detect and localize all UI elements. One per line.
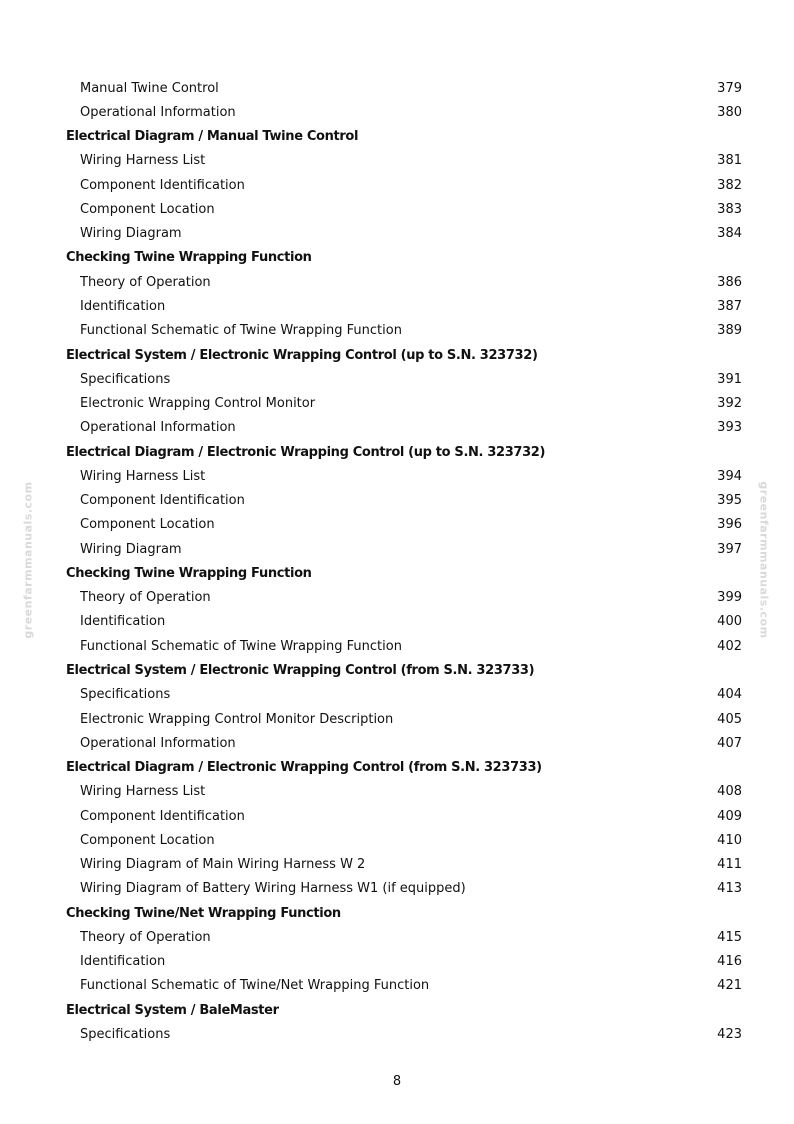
toc-heading-label: Checking Twine Wrapping Function [66,250,312,266]
toc-section-heading [66,125,742,149]
toc-entry[interactable] [66,828,742,852]
toc-entry-label: Specifications [80,687,171,703]
toc-entry[interactable] [66,974,742,998]
toc-entry[interactable] [66,950,742,974]
page-number: 8 [392,1074,402,1089]
toc-entry-label: Theory of Operation [80,929,211,945]
toc-page-number: 408 [717,784,742,800]
toc-page-number: 391 [717,371,742,387]
toc-heading-label: Electrical Diagram / Electronic Wrapping Control (from S.N. 323733) [66,760,542,776]
watermark-left: greenfarmmanuals.com [21,481,35,639]
toc-entry[interactable] [66,804,742,828]
toc-entry[interactable] [66,489,742,513]
toc-entry-label: Component Identification [80,177,245,193]
toc-entry-label: Specifications [80,1026,171,1042]
toc-entry-label: Electronic Wrapping Control Monitor [80,396,316,412]
toc-section-heading [66,561,742,585]
toc-entry-label: Theory of Operation [80,274,211,290]
toc-page-number: 379 [717,80,742,96]
toc-heading-label: Checking Twine/Net Wrapping Function [66,905,341,921]
toc-entry-label: Functional Schematic of Twine Wrapping Function [80,638,402,654]
toc-page-number: 399 [717,590,742,606]
toc-entry-label: Wiring Harness List [80,784,206,800]
toc-heading-label: Electrical System / BaleMaster [66,1002,279,1018]
toc-section-heading [66,998,742,1022]
toc-entry-label: Wiring Harness List [80,153,206,169]
toc-entry-label: Operational Information [80,735,236,751]
toc-entry[interactable] [66,925,742,949]
toc-entry[interactable] [66,173,742,197]
toc-section-heading [66,901,742,925]
toc-entry[interactable] [66,610,742,634]
toc-heading-label: Electrical System / Electronic Wrapping Control (up to S.N. 323732) [66,347,538,363]
toc-entry-label: Operational Information [80,104,236,120]
toc-page-number: 421 [717,978,742,994]
toc-page-number: 395 [717,493,742,509]
watermark-right: greenfarmmanuals.com [757,481,771,639]
toc-page-number: 393 [717,420,742,436]
toc-entry[interactable] [66,76,742,100]
toc-page-number: 411 [717,857,742,873]
toc-page-number: 389 [717,323,742,339]
toc-section-heading [66,755,742,779]
toc-page-number: 394 [717,468,742,484]
toc-page-number: 392 [717,396,742,412]
toc-entry-label: Identification [80,954,166,970]
toc-entry-label: Wiring Diagram of Main Wiring Harness W 2 [80,857,366,873]
toc-page-number: 396 [717,517,742,533]
toc-page-number: 407 [717,735,742,751]
toc-entry[interactable] [66,877,742,901]
toc-entry-label: Component Location [80,201,215,217]
toc-page-number: 415 [717,929,742,945]
toc-entry[interactable] [66,731,742,755]
toc-entry[interactable] [66,197,742,221]
toc-entry-label: Operational Information [80,420,236,436]
toc-entry-label: Identification [80,614,166,630]
toc-page-number: 381 [717,153,742,169]
toc-heading-label: Electrical Diagram / Electronic Wrapping Control (up to S.N. 323732) [66,444,546,460]
toc-entry-label: Manual Twine Control [80,80,219,96]
toc-entry-label: Functional Schematic of Twine Wrapping Function [80,323,402,339]
toc-section-heading [66,658,742,682]
toc-heading-label: Electrical Diagram / Manual Twine Control [66,129,359,145]
toc-entry[interactable] [66,464,742,488]
toc-entry-label: Wiring Harness List [80,468,206,484]
toc-entry[interactable] [66,1022,742,1046]
toc-entry-label: Identification [80,299,166,315]
toc-page-number: 386 [717,274,742,290]
toc-section-heading [66,246,742,270]
toc-entry-label: Specifications [80,371,171,387]
toc-entry[interactable] [66,853,742,877]
toc-entry[interactable] [66,586,742,610]
toc-entry[interactable] [66,683,742,707]
toc-entry[interactable] [66,391,742,415]
toc-entry[interactable] [66,294,742,318]
toc-entry[interactable] [66,319,742,343]
toc-entry-label: Component Identification [80,808,245,824]
toc-entry[interactable] [66,416,742,440]
toc-entry[interactable] [66,707,742,731]
toc-section-heading [66,440,742,464]
toc-entry[interactable] [66,100,742,124]
toc-entry[interactable] [66,149,742,173]
toc-page-number: 384 [717,226,742,242]
toc-entry[interactable] [66,537,742,561]
toc-entry-label: Component Location [80,832,215,848]
toc-page-number: 402 [717,638,742,654]
toc-page-number: 380 [717,104,742,120]
toc-heading-label: Electrical System / Electronic Wrapping Control (from S.N. 323733) [66,663,535,678]
toc-page-number: 383 [717,201,742,217]
toc-entry-label: Wiring Diagram [80,226,182,242]
toc-entry[interactable] [66,367,742,391]
toc-entry[interactable] [66,270,742,294]
toc-heading-label: Checking Twine Wrapping Function [66,565,312,581]
toc-entry-label: Component Identification [80,493,245,509]
toc-page-number: 413 [717,881,742,897]
toc-page-number: 382 [717,177,742,193]
toc-page-number: 387 [717,299,742,315]
toc-page-number: 404 [717,687,742,703]
toc-entry-label: Theory of Operation [80,590,211,606]
toc-section-heading [66,343,742,367]
toc-entry[interactable] [66,634,742,658]
toc-page-number: 405 [717,711,742,727]
toc-page-number: 400 [717,614,742,630]
toc-page-number: 416 [717,954,742,970]
toc-entry[interactable] [66,780,742,804]
toc-entry-label: Electronic Wrapping Control Monitor Description [80,711,394,727]
table-of-contents [66,76,742,1047]
toc-page-number: 409 [717,808,742,824]
toc-entry-label: Wiring Diagram [80,541,182,557]
toc-entry[interactable] [66,513,742,537]
toc-page-number: 423 [717,1026,742,1042]
toc-page-number: 397 [717,541,742,557]
toc-entry-label: Component Location [80,517,215,533]
toc-entry-label: Wiring Diagram of Battery Wiring Harness W1 (if equipped) [80,881,466,897]
toc-entry[interactable] [66,222,742,246]
toc-page-number: 410 [717,832,742,848]
toc-entry-label: Functional Schematic of Twine/Net Wrapping Function [80,978,430,994]
